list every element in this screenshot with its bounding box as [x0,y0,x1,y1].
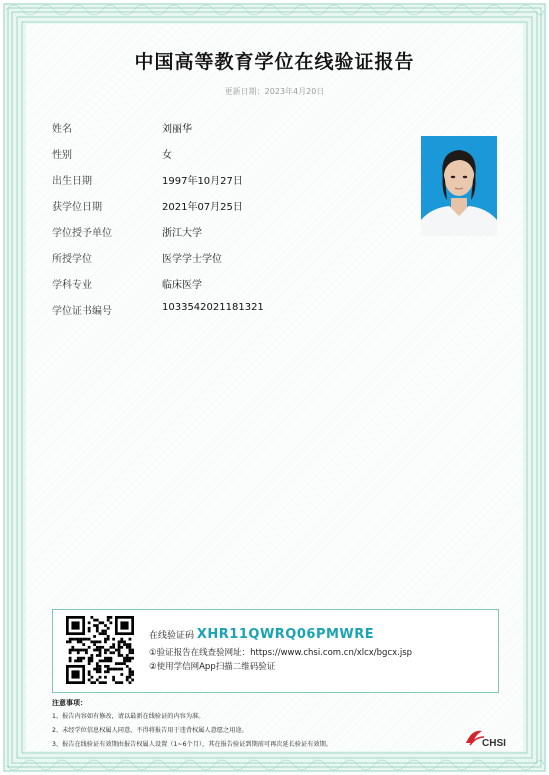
field-value: 医学学士学位 [162,254,222,265]
note-item: 3、报告在线验证有效期由报告权属人设置（1~6个月），其在报告验证到期前可再次延长验证有效期。 [52,741,332,748]
chsi-logo-text: CHSI [482,738,506,749]
field-label: 性别 [52,150,72,161]
verification-url-line[interactable]: ①验证报告在线查验网址：https://www.chsi.com.cn/xlcx/bgcx.jsp [149,648,413,658]
field-value: 2021年07月25日 [162,202,243,213]
field-label: 学位证书编号 [52,306,112,317]
note-item: 1、报告内容如有修改，请以最新在线验证的内容为准。 [52,713,205,720]
chsi-logo-icon [462,727,512,749]
verification-app-line: ②使用学信网App扫描二维码验证 [149,662,276,672]
report-title: 中国高等教育学位在线验证报告 [134,51,415,73]
field-label: 所授学位 [52,254,92,265]
qr-code-icon[interactable] [66,616,134,684]
field-value: 浙江大学 [162,228,202,239]
verification-code: XHR11QWRQ06PMWRE [196,627,375,642]
field-label: 获学位日期 [52,202,102,213]
field-label: 学位授予单位 [52,228,112,239]
field-value: 刘丽华 [162,124,192,135]
person-photo [421,136,497,236]
verification-code-label: 在线验证码 [149,631,195,641]
verification-code-line [149,627,374,642]
field-value: 女 [162,150,172,161]
notes-title: 注意事项： [52,699,87,707]
note-item: 2、未经学位信息权属人同意，不得将报告用于违背权属人意愿之用途。 [52,727,248,734]
field-label: 出生日期 [52,176,92,187]
update-date: 更新日期：2023年4月20日 [224,87,325,96]
field-value: 1997年10月27日 [162,176,243,187]
field-value: 1033542021181321 [162,302,264,313]
field-label: 学科专业 [52,280,92,291]
field-label: 姓名 [52,124,72,135]
field-value: 临床医学 [162,280,202,291]
